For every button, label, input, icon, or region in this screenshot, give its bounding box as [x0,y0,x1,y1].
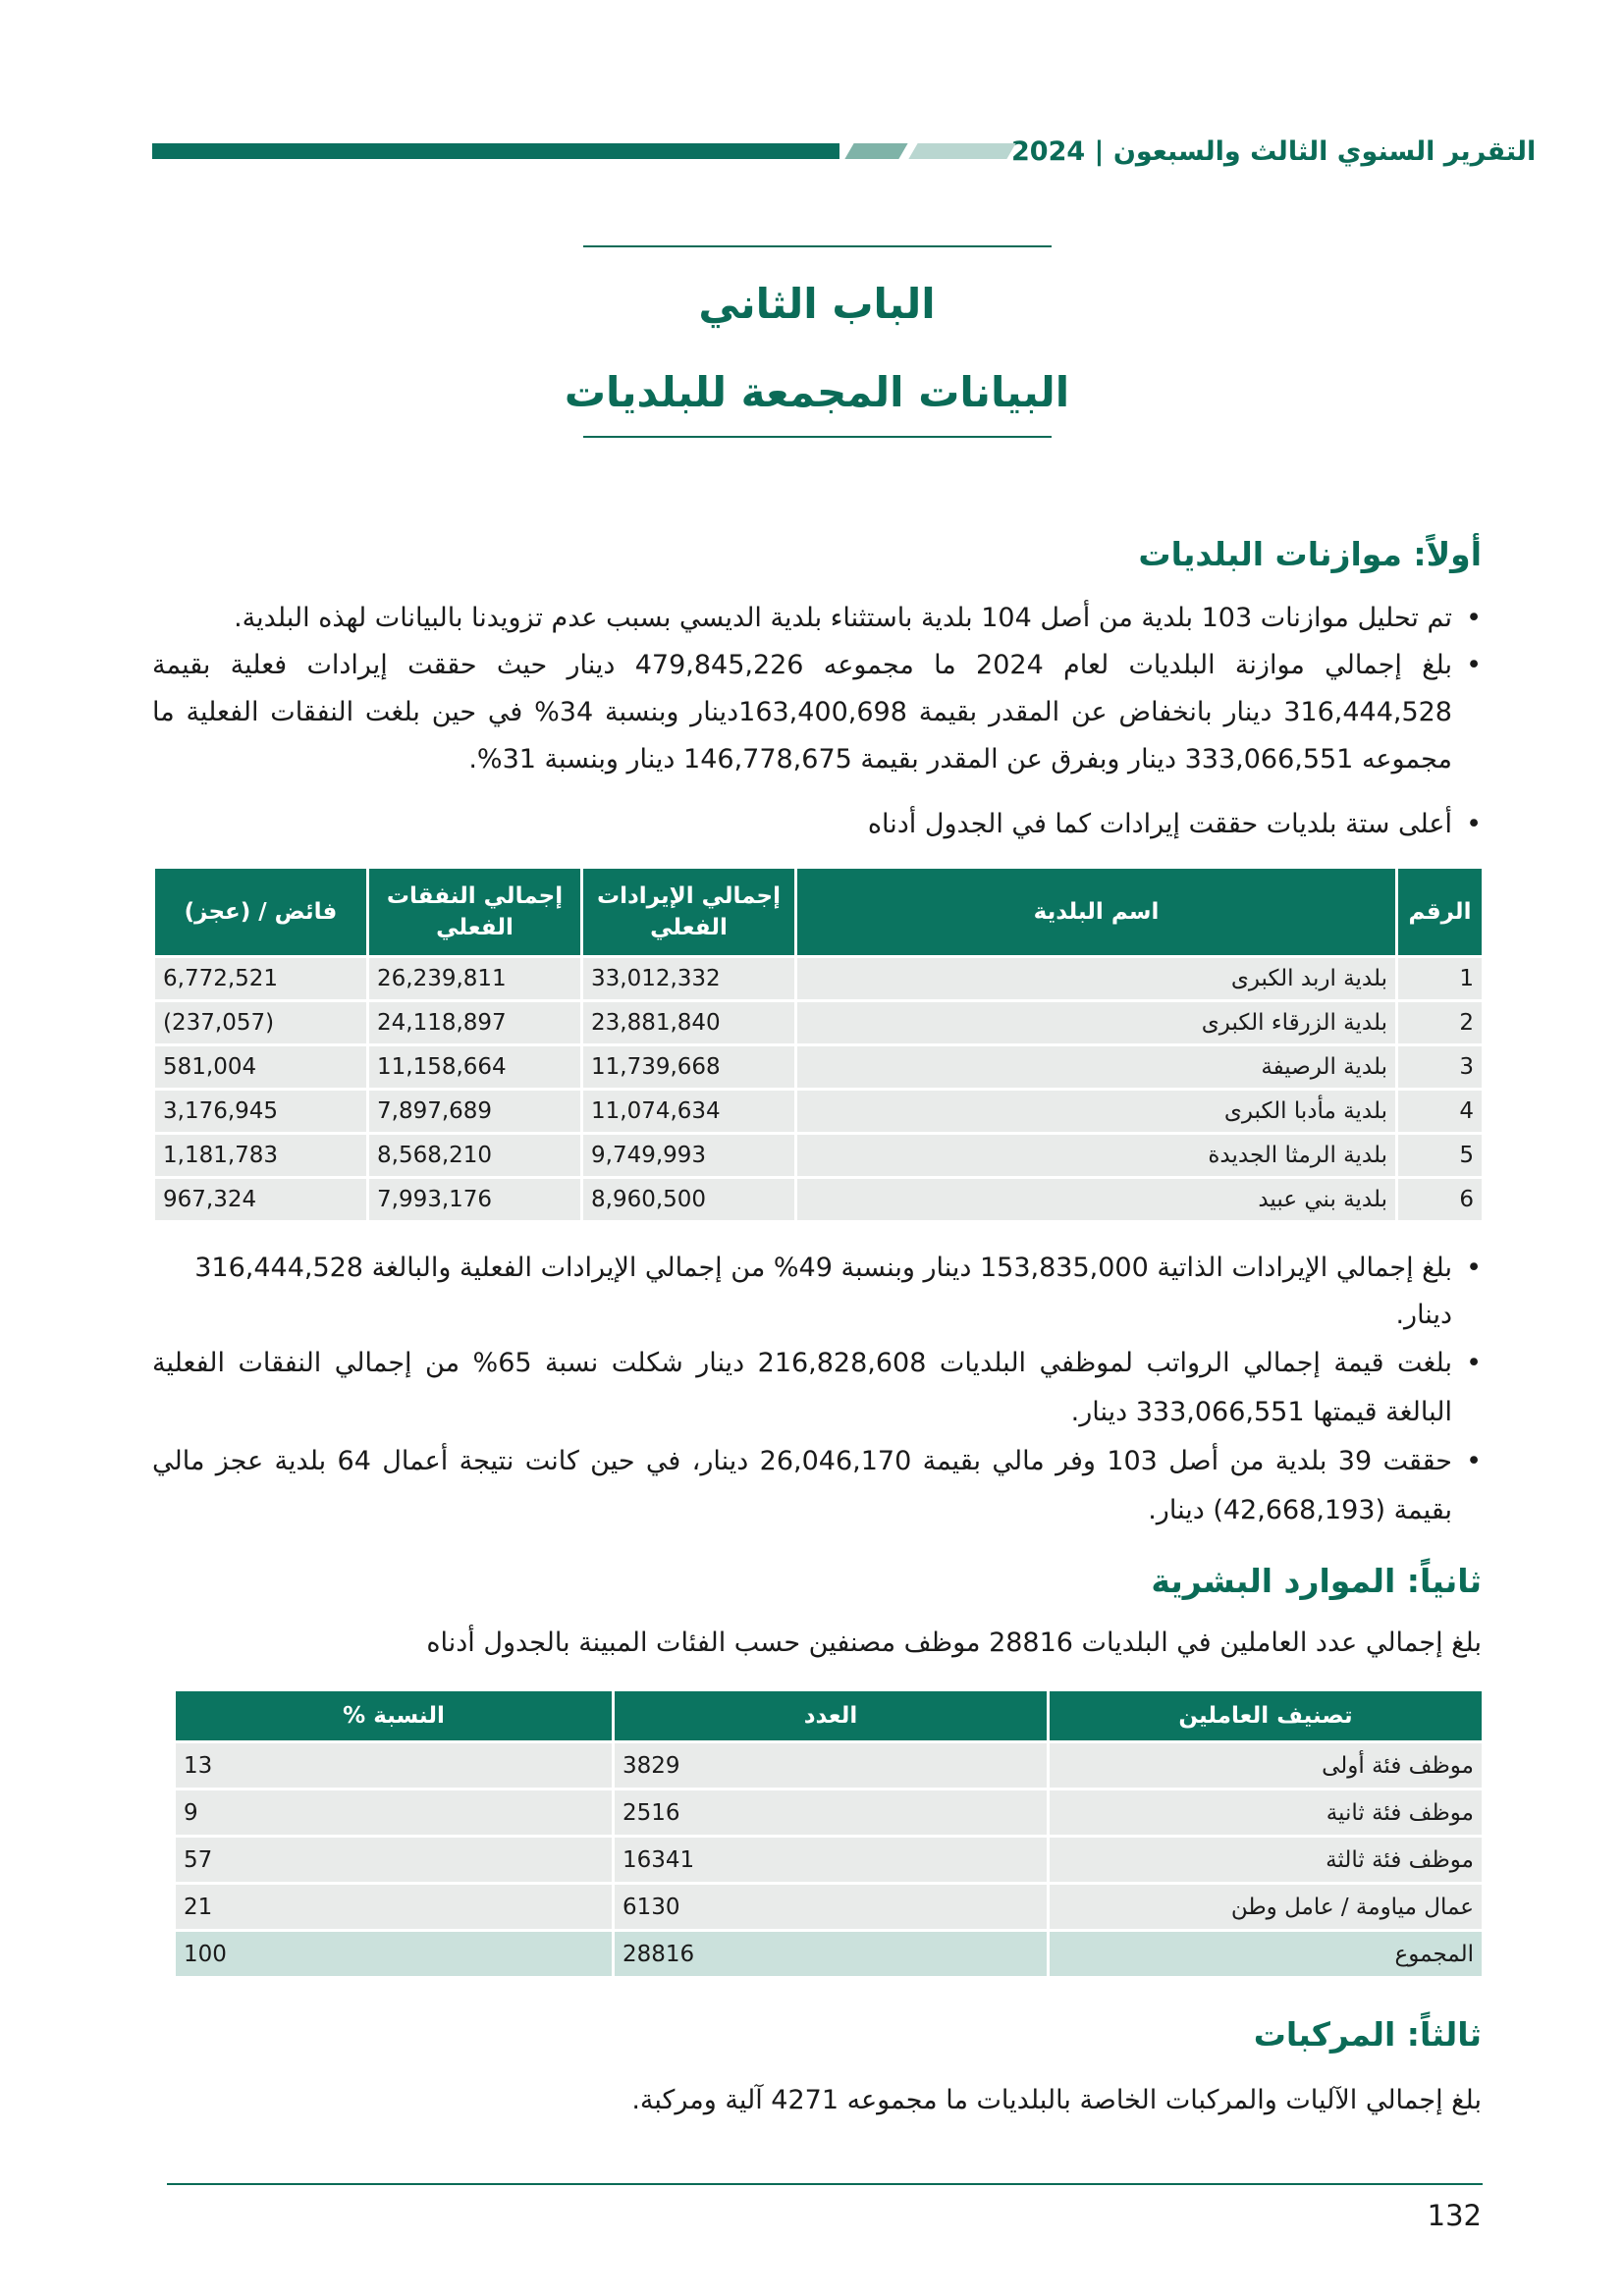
surplus-value: 3,176,945 [155,1091,366,1132]
category: موظف فئة ثالثة [1050,1838,1482,1882]
revenue-value: 9,749,993 [583,1135,794,1176]
table-row [155,1046,1482,1088]
table-header-row [155,869,1482,955]
category: موظف فئة أولى [1050,1743,1482,1788]
table-row [176,1885,1482,1929]
title-rule-top [583,245,1052,247]
bullet-item: • أعلى ستة بلديات حققت إيرادات كما في الجدول أدناه [152,801,1482,848]
total-row [176,1932,1482,1976]
revenue-value: 33,012,332 [583,958,794,999]
bullet-item: • بلغ إجمالي الإيرادات الذاتية 153,835,000 دينار وبنسبة 49% من إجمالي الإيرادات الفعلية والبالغة 316,444,528 دينار. [152,1245,1482,1339]
table-row [155,1135,1482,1176]
percent-value: 100 [176,1932,612,1976]
chapter-label: الباب الثاني [698,280,936,328]
row-number: 2 [1398,1002,1482,1043]
expenses-value: 7,993,176 [369,1179,580,1220]
expenses-value: 7,897,689 [369,1091,580,1132]
section-heading-vehicles: ثالثاً: المركبات [1253,2015,1482,2054]
top-revenue-table [152,866,1485,1223]
chapter-title: البيانات المجمعة للبلديات [564,368,1070,416]
table-row [176,1838,1482,1882]
table-header-row [176,1691,1482,1740]
col-expenses: إجمالي النفقات الفعلي [369,869,580,955]
hr-text: بلغ إجمالي عدد العاملين في البلديات 28816 موظف مصنفين حسب الفئات المبينة بالجدول أدناه [426,1628,1482,1658]
report-title: التقرير السنوي الثالث والسبعون | 2024 [1011,135,1537,167]
bullet-item: • بلغ إجمالي موازنة البلديات لعام 2024 ما مجموعه 479,845,226 دينار حيث حققت إيرادات فعلية بقيمة 316,444,528 دينار بانخفاض عن المقدر بقيمة 163,400,698دينار وبنسبة 34% في حين بلغت النفقات الفعلية ما مجموعه 333,066,551 دينار وبفرق عن المقدر بقيمة 146,778,675 دينار وبنسبة 31%. [152,642,1482,783]
table-row [155,1002,1482,1043]
col-category: تصنيف العاملين [1050,1691,1482,1740]
category: عمال مياومة / عامل وطن [1050,1885,1482,1929]
header-bar [152,143,839,159]
header-bar-accent [844,143,907,159]
table-row [176,1743,1482,1788]
expenses-value: 8,568,210 [369,1135,580,1176]
municipality-name: بلدية مأدبا الكبرى [797,1091,1395,1132]
table-row [155,958,1482,999]
municipality-name: بلدية اربد الكبرى [797,958,1395,999]
table-row [176,1790,1482,1835]
bullet-item: • حققت 39 بلدية من أصل 103 وفر مالي بقيمة 26,046,170 دينار، في حين كانت نتيجة أعمال 64 بلدية عجز مالي بقيمة (42,668,193) دينار. [152,1437,1482,1535]
page-header [152,133,1537,169]
surplus-value: 6,772,521 [155,958,366,999]
count-value: 28816 [615,1932,1047,1976]
municipality-name: بلدية الرمثا الجديدة [797,1135,1395,1176]
count-value: 3829 [615,1743,1047,1788]
footer-rule [167,2183,1483,2185]
municipality-name: بلدية الزرقاء الكبرى [797,1002,1395,1043]
finance-bullets [152,1245,1482,1535]
col-percent: النسبة % [176,1691,612,1740]
percent-value: 9 [176,1790,612,1835]
surplus-value: 967,324 [155,1179,366,1220]
row-number: 5 [1398,1135,1482,1176]
budget-bullets [152,595,1482,848]
title-rule-bottom [583,436,1052,438]
count-value: 6130 [615,1885,1047,1929]
percent-value: 13 [176,1743,612,1788]
row-number: 6 [1398,1179,1482,1220]
col-surplus: فائض / (عجز) [155,869,366,955]
surplus-value: (237,057) [155,1002,366,1043]
surplus-value: 581,004 [155,1046,366,1088]
header-bar-accent-light [908,143,1015,159]
revenue-value: 8,960,500 [583,1179,794,1220]
municipality-name: بلدية بني عبيد [797,1179,1395,1220]
row-number: 3 [1398,1046,1482,1088]
section-heading-budgets: أولاً: موازنات البلديات [1138,535,1482,573]
table-row [155,1091,1482,1132]
revenue-value: 23,881,840 [583,1002,794,1043]
col-revenue: إجمالي الإيرادات الفعلي [583,869,794,955]
expenses-value: 11,158,664 [369,1046,580,1088]
category: المجموع [1050,1932,1482,1976]
percent-value: 21 [176,1885,612,1929]
col-municipality: اسم البلدية [797,869,1395,955]
category: موظف فئة ثانية [1050,1790,1482,1835]
row-number: 1 [1398,958,1482,999]
surplus-value: 1,181,783 [155,1135,366,1176]
col-count: العدد [615,1691,1047,1740]
employees-table [173,1688,1485,1979]
row-number: 4 [1398,1091,1482,1132]
expenses-value: 24,118,897 [369,1002,580,1043]
municipality-name: بلدية الرصيفة [797,1046,1395,1088]
revenue-value: 11,074,634 [583,1091,794,1132]
vehicles-text: بلغ إجمالي الآليات والمركبات الخاصة بالبلديات ما مجموعه 4271 آلية ومركبة. [631,2085,1482,2115]
revenue-value: 11,739,668 [583,1046,794,1088]
count-value: 2516 [615,1790,1047,1835]
percent-value: 57 [176,1838,612,1882]
bullet-item: • تم تحليل موازنات 103 بلدية من أصل 104 بلدية باستثناء بلدية الديسي بسبب عدم تزويدنا بالبيانات لهذه البلدية. [152,595,1482,642]
bullet-item: • بلغت قيمة إجمالي الرواتب لموظفي البلديات 216,828,608 دينار شكلت نسبة 65% من إجمالي النفقات الفعلية البالغة قيمتها 333,066,551 دينار. [152,1339,1482,1437]
expenses-value: 26,239,811 [369,958,580,999]
table-row [155,1179,1482,1220]
count-value: 16341 [615,1838,1047,1882]
col-number: الرقم [1398,869,1482,955]
section-heading-hr: ثانياً: الموارد البشرية [1151,1562,1482,1600]
page-number: 132 [1427,2199,1482,2232]
